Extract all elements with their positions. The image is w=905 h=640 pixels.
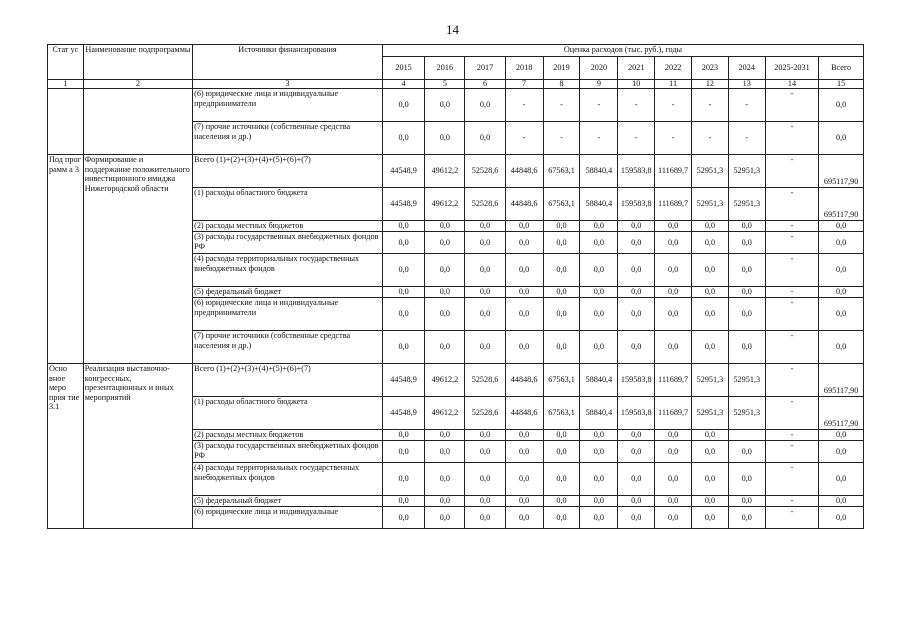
total-cell: 0,0 [819,463,864,496]
value-cell: 159583,8 [618,188,655,221]
value-cell: 0,0 [618,441,655,463]
column-number: 7 [505,80,543,89]
value-cell: 0,0 [505,287,543,298]
value-cell: 0,0 [655,331,692,364]
funding-source: (4) расходы территориальных государственных внебюджетных фондов [193,254,383,287]
value-cell: 58840,4 [580,188,618,221]
name-cell [83,89,192,155]
value-cell: - [655,89,692,122]
value-cell: - [580,89,618,122]
column-number: 12 [692,80,729,89]
subprogram-name: Реализация выставочно-конгрессных, презентационных и иных мероприятий [83,364,192,529]
total-cell: 0,0 [819,254,864,287]
value-cell: 52951,3 [692,397,729,430]
year-header: 2021 [618,57,655,80]
value-cell: 0,0 [580,221,618,232]
value-cell: 111689,7 [655,397,692,430]
value-cell: 0,0 [543,232,580,254]
value-cell: 0,0 [618,298,655,331]
value-cell: 0,0 [618,232,655,254]
value-cell: 67563,1 [543,397,580,430]
value-cell: 0,0 [543,287,580,298]
value-cell: - [765,331,819,364]
value-cell: 0,0 [543,507,580,529]
value-cell: 44848,6 [505,364,543,397]
value-cell: 0,0 [465,441,505,463]
value-cell: - [728,122,765,155]
value-cell: 0,0 [382,331,424,364]
value-cell: 0,0 [655,254,692,287]
value-cell: 0,0 [382,507,424,529]
value-cell: 0,0 [655,298,692,331]
year-header: Всего [819,57,864,80]
value-cell: 58840,4 [580,364,618,397]
value-cell: 0,0 [580,430,618,441]
value-cell: 0,0 [425,122,465,155]
value-cell: 111689,7 [655,188,692,221]
value-cell: 0,0 [655,221,692,232]
value-cell: 0,0 [465,463,505,496]
value-cell: 0,0 [692,254,729,287]
funding-source: (5) федеральный бюджет [193,496,383,507]
value-cell: - [765,254,819,287]
page-number: 14 [446,22,459,37]
funding-source: (7) прочие источники (собственные средства населения и др.) [193,331,383,364]
value-cell: 0,0 [382,463,424,496]
value-cell: 0,0 [382,496,424,507]
value-cell: 52951,3 [728,188,765,221]
value-cell: - [765,155,819,188]
value-cell: - [765,287,819,298]
value-cell: 49612,2 [425,155,465,188]
status-cell: Под прог рамм а 3 [48,155,84,364]
value-cell: 0,0 [543,496,580,507]
funding-source: (3) расходы государственных внебюджетных фондов РФ [193,232,383,254]
value-cell: 0,0 [505,507,543,529]
value-cell: 0,0 [692,331,729,364]
value-cell: 0,0 [465,507,505,529]
value-cell: 0,0 [543,298,580,331]
value-cell: 0,0 [728,254,765,287]
value-cell: 0,0 [655,507,692,529]
value-cell: 52528,6 [465,364,505,397]
value-cell: 159583,8 [618,397,655,430]
value-cell: - [543,122,580,155]
value-cell: 0,0 [692,463,729,496]
value-cell: 0,0 [692,298,729,331]
budget-table [47,44,864,529]
value-cell: 0,0 [505,254,543,287]
total-cell: 0,0 [819,441,864,463]
column-number: 1 [48,80,84,89]
total-cell: 695117,90 [819,397,864,430]
value-cell: 0,0 [543,441,580,463]
value-cell: 0,0 [655,430,692,441]
value-cell: 0,0 [425,287,465,298]
value-cell: 111689,7 [655,155,692,188]
header-estimate: Оценка расходов (тыс. руб.), годы [382,45,863,57]
header-status: Стат ус [48,45,84,80]
value-cell: 0,0 [580,463,618,496]
value-cell: 0,0 [505,221,543,232]
value-cell: 67563,1 [543,155,580,188]
value-cell: 0,0 [465,331,505,364]
value-cell: 49612,2 [425,397,465,430]
value-cell: 159583,8 [618,364,655,397]
value-cell: 0,0 [655,441,692,463]
value-cell: 0,0 [728,331,765,364]
value-cell: 0,0 [692,287,729,298]
value-cell: - [505,122,543,155]
year-header: 2015 [382,57,424,80]
value-cell: 0,0 [425,507,465,529]
funding-source: (6) юридические лица и индивидуальные предприниматели [193,89,383,122]
value-cell: - [543,89,580,122]
value-cell: 44848,6 [505,155,543,188]
value-cell: 0,0 [692,232,729,254]
value-cell: 0,0 [505,232,543,254]
value-cell: - [728,89,765,122]
value-cell: 0,0 [580,441,618,463]
funding-source: Всего (1)+(2)+(3)+(4)+(5)+(6)+(7) [193,155,383,188]
value-cell: 0,0 [580,254,618,287]
total-cell: 695117,90 [819,188,864,221]
value-cell: 0,0 [692,496,729,507]
value-cell: 0,0 [505,463,543,496]
value-cell: 0,0 [382,89,424,122]
value-cell: 0,0 [728,298,765,331]
value-cell: 52528,6 [465,188,505,221]
value-cell: 0,0 [580,507,618,529]
value-cell: 0,0 [580,287,618,298]
value-cell: 0,0 [692,441,729,463]
funding-source: (3) расходы государственных внебюджетных фондов РФ [193,441,383,463]
value-cell: 0,0 [465,221,505,232]
value-cell: 0,0 [728,507,765,529]
value-cell: 52951,3 [728,155,765,188]
value-cell: 0,0 [655,496,692,507]
value-cell: - [655,122,692,155]
value-cell: 0,0 [543,430,580,441]
table-row [48,364,864,397]
value-cell: - [765,441,819,463]
value-cell: 0,0 [425,232,465,254]
value-cell: 0,0 [382,441,424,463]
value-cell: 0,0 [580,298,618,331]
year-header: 2024 [728,57,765,80]
value-cell: 0,0 [543,221,580,232]
value-cell: - [765,364,819,397]
funding-source: (6) юридические лица и индивидуальные [193,507,383,529]
total-cell: 0,0 [819,232,864,254]
value-cell: 44548,9 [382,155,424,188]
value-cell: 52951,3 [692,364,729,397]
subprogram-name: Формирование и поддержание положительного инвестиционного имиджа Нижегородской области [83,155,192,364]
value-cell: - [618,122,655,155]
value-cell: 0,0 [505,298,543,331]
value-cell: 44548,9 [382,188,424,221]
value-cell: - [765,122,819,155]
total-cell: 0,0 [819,122,864,155]
value-cell: 159583,8 [618,155,655,188]
value-cell: - [765,496,819,507]
value-cell: 0,0 [425,331,465,364]
value-cell: 52528,6 [465,397,505,430]
column-number: 9 [580,80,618,89]
funding-source: (2) расходы местных бюджетов [193,430,383,441]
value-cell: 0,0 [728,221,765,232]
column-number: 11 [655,80,692,89]
value-cell: 44548,9 [382,397,424,430]
value-cell: 0,0 [728,496,765,507]
header-name: Наименование подпрограммы [83,45,192,80]
value-cell: - [765,397,819,430]
value-cell: 0,0 [465,89,505,122]
value-cell: 0,0 [618,331,655,364]
value-cell: 0,0 [425,89,465,122]
column-number: 8 [543,80,580,89]
value-cell: 0,0 [505,496,543,507]
column-number: 13 [728,80,765,89]
year-header: 2023 [692,57,729,80]
value-cell: 0,0 [580,496,618,507]
total-cell: 0,0 [819,430,864,441]
total-cell: 0,0 [819,507,864,529]
total-cell: 0,0 [819,496,864,507]
value-cell: - [765,463,819,496]
value-cell: 0,0 [465,122,505,155]
value-cell [728,430,765,441]
header-source: Источники финансирования [193,45,383,80]
value-cell: 0,0 [505,441,543,463]
value-cell: 0,0 [505,430,543,441]
year-header: 2020 [580,57,618,80]
value-cell: 0,0 [618,430,655,441]
value-cell: 0,0 [655,463,692,496]
value-cell: 0,0 [655,232,692,254]
value-cell: 0,0 [382,287,424,298]
year-header: 2022 [655,57,692,80]
status-cell [48,89,84,155]
column-number: 4 [382,80,424,89]
value-cell: 0,0 [382,430,424,441]
value-cell: 0,0 [728,441,765,463]
value-cell: 0,0 [692,430,729,441]
table-row [48,89,864,122]
column-number: 3 [193,80,383,89]
value-cell: 0,0 [618,463,655,496]
value-cell: 0,0 [465,298,505,331]
value-cell: 0,0 [655,287,692,298]
funding-source: (1) расходы областного бюджета [193,397,383,430]
value-cell: - [765,507,819,529]
value-cell: 52951,3 [692,155,729,188]
value-cell: 0,0 [465,254,505,287]
value-cell: 0,0 [692,507,729,529]
total-cell: 0,0 [819,221,864,232]
year-header: 2025-2031 [765,57,819,80]
table-row [48,155,864,188]
column-number: 14 [765,80,819,89]
value-cell: - [765,221,819,232]
value-cell: 49612,2 [425,188,465,221]
value-cell: 0,0 [465,496,505,507]
value-cell: 0,0 [425,463,465,496]
total-cell: 0,0 [819,287,864,298]
value-cell: 0,0 [580,331,618,364]
value-cell: 0,0 [618,221,655,232]
value-cell: - [692,89,729,122]
total-cell: 0,0 [819,331,864,364]
column-number: 10 [618,80,655,89]
value-cell: 0,0 [382,254,424,287]
value-cell: 0,0 [425,254,465,287]
value-cell: 0,0 [618,254,655,287]
value-cell: 0,0 [728,287,765,298]
value-cell: 0,0 [580,232,618,254]
value-cell: 0,0 [382,221,424,232]
funding-source: (7) прочие источники (собственные средства населения и др.) [193,122,383,155]
column-number: 2 [83,80,192,89]
value-cell: 0,0 [618,496,655,507]
value-cell: 0,0 [425,298,465,331]
funding-source: Всего (1)+(2)+(3)+(4)+(5)+(6)+(7) [193,364,383,397]
value-cell: 67563,1 [543,364,580,397]
value-cell: - [505,89,543,122]
value-cell: 0,0 [543,331,580,364]
value-cell: 67563,1 [543,188,580,221]
value-cell: 44548,9 [382,364,424,397]
value-cell: 0,0 [728,232,765,254]
value-cell: 0,0 [382,298,424,331]
value-cell: 0,0 [618,287,655,298]
funding-source: (5) федеральный бюджет [193,287,383,298]
total-cell: 695117,90 [819,364,864,397]
value-cell: 0,0 [382,122,424,155]
funding-source: (2) расходы местных бюджетов [193,221,383,232]
funding-source: (4) расходы территориальных государственных внебюджетных фондов [193,463,383,496]
column-number: 15 [819,80,864,89]
column-number: 5 [425,80,465,89]
value-cell: 111689,7 [655,364,692,397]
year-header: 2017 [465,57,505,80]
value-cell: 44848,6 [505,188,543,221]
value-cell: 0,0 [618,507,655,529]
value-cell: 44848,6 [505,397,543,430]
value-cell: 0,0 [425,496,465,507]
value-cell: 0,0 [465,430,505,441]
status-cell: Осно вное меро прия тие 3.1 [48,364,84,529]
year-header: 2016 [425,57,465,80]
value-cell: 58840,4 [580,397,618,430]
year-header: 2018 [505,57,543,80]
value-cell: 0,0 [425,441,465,463]
value-cell: 0,0 [543,254,580,287]
value-cell: - [765,232,819,254]
value-cell: 52951,3 [728,364,765,397]
value-cell: - [765,188,819,221]
value-cell: 0,0 [692,221,729,232]
value-cell: 0,0 [465,287,505,298]
value-cell: 0,0 [505,331,543,364]
value-cell: 52528,6 [465,155,505,188]
value-cell: 58840,4 [580,155,618,188]
value-cell: 0,0 [728,463,765,496]
funding-source: (6) юридические лица и индивидуальные предприниматели [193,298,383,331]
total-cell: 0,0 [819,89,864,122]
column-number: 6 [465,80,505,89]
value-cell: 52951,3 [692,188,729,221]
value-cell: - [765,298,819,331]
value-cell: 0,0 [382,232,424,254]
year-header: 2019 [543,57,580,80]
total-cell: 0,0 [819,298,864,331]
value-cell: 0,0 [465,232,505,254]
value-cell: 0,0 [425,221,465,232]
value-cell: 0,0 [425,430,465,441]
value-cell: 0,0 [543,463,580,496]
funding-source: (1) расходы областного бюджета [193,188,383,221]
value-cell: 52951,3 [728,397,765,430]
value-cell: - [580,122,618,155]
value-cell: 49612,2 [425,364,465,397]
value-cell: - [765,89,819,122]
value-cell: - [618,89,655,122]
value-cell: - [765,430,819,441]
value-cell: - [692,122,729,155]
total-cell: 695117,90 [819,155,864,188]
